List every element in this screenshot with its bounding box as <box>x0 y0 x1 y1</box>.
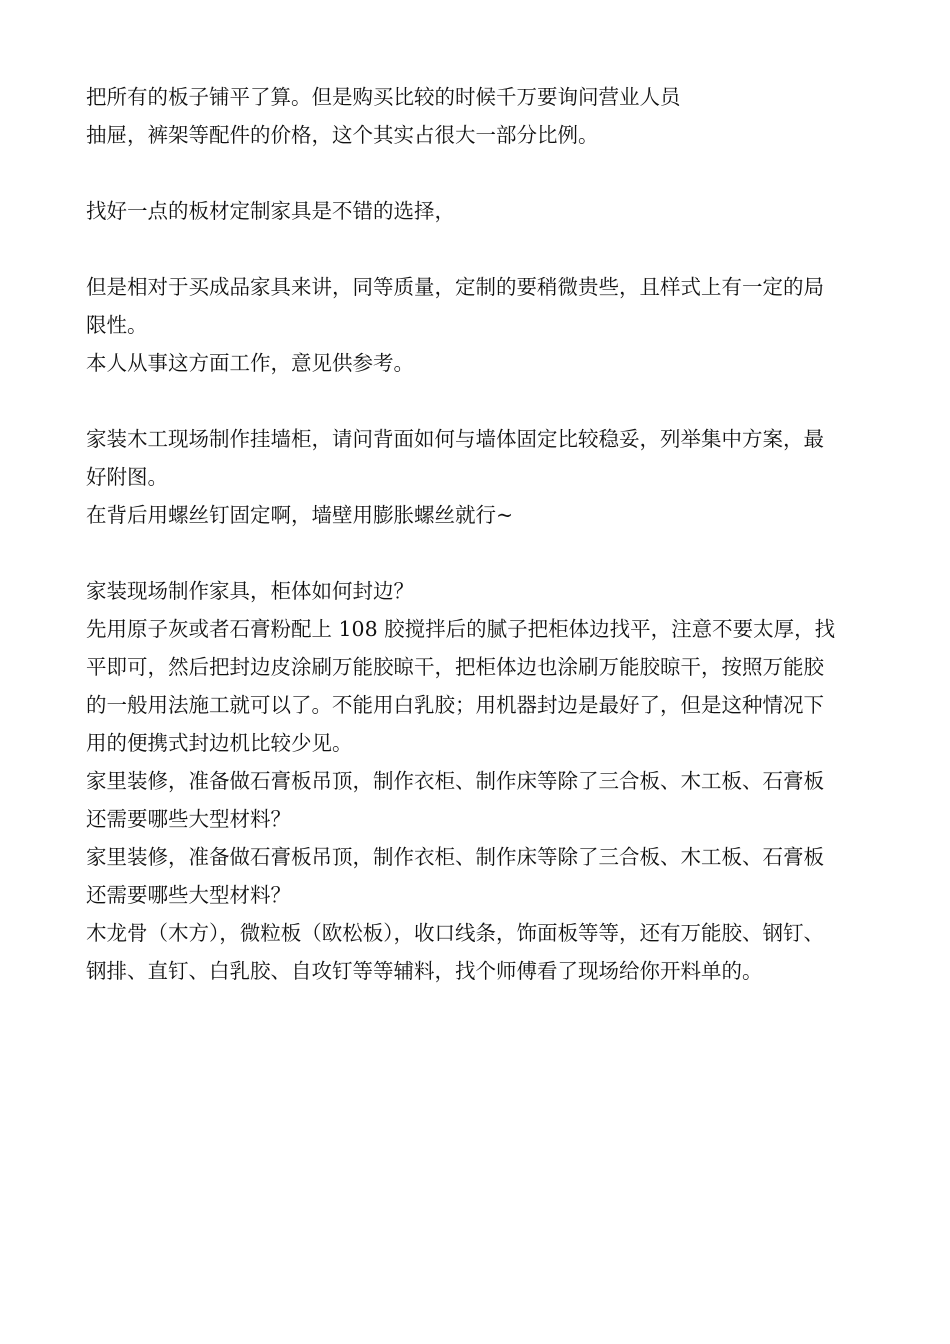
text-line: 用的便携式封边机比较少见。 <box>86 731 353 755</box>
blank-line <box>86 534 891 572</box>
document-body <box>86 78 891 990</box>
blank-line <box>86 154 891 192</box>
text-line: 限性。 <box>86 313 148 337</box>
text-line: 还需要哪些大型材料？ <box>86 883 291 907</box>
text-line: 钢排、直钉、白乳胶、自攻钉等等辅料，找个师傅看了现场给你开料单的。 <box>86 959 763 983</box>
text-line: 在背后用螺丝钉固定啊，墙壁用膨胀螺丝就行~ <box>86 503 514 527</box>
text-line: 还需要哪些大型材料？ <box>86 807 291 831</box>
text-line: 但是相对于买成品家具来讲，同等质量，定制的要稍微贵些，且样式上有一定的局 <box>86 275 824 299</box>
text-line: 木龙骨（木方），微粒板（欧松板），收口线条，饰面板等等，还有万能胶、钢钉、 <box>86 921 824 945</box>
text-line: 家装木工现场制作挂墙柜，请问背面如何与墙体固定比较稳妥，列举集中方案，最 <box>86 427 824 451</box>
text-line: 家装现场制作家具，柜体如何封边？ <box>86 579 414 603</box>
text-line: 家里装修，准备做石膏板吊顶，制作衣柜、制作床等除了三合板、木工板、石膏板 <box>86 845 824 869</box>
text-line: 好附图。 <box>86 465 168 489</box>
text-line: 找好一点的板材定制家具是不错的选择， <box>86 199 455 223</box>
blank-line <box>86 382 891 420</box>
text-line: 抽屉，裤架等配件的价格，这个其实占很大一部分比例。 <box>86 123 599 147</box>
text-line: 把所有的板子铺平了算。但是购买比较的时候千万要询问营业人员 <box>86 85 681 109</box>
blank-line <box>86 230 891 268</box>
text-line: 家里装修，准备做石膏板吊顶，制作衣柜、制作床等除了三合板、木工板、石膏板 <box>86 769 824 793</box>
text-line: 的一般用法施工就可以了。不能用白乳胶；用机器封边是最好了，但是这种情况下 <box>86 693 824 717</box>
text-line: 平即可，然后把封边皮涂刷万能胶晾干，把柜体边也涂刷万能胶晾干，按照万能胶 <box>86 655 824 679</box>
text-line: 本人从事这方面工作，意见供参考。 <box>86 351 414 375</box>
text-line: 先用原子灰或者石膏粉配上 108 胶搅拌后的腻子把柜体边找平，注意不要太厚，找 <box>86 617 836 641</box>
